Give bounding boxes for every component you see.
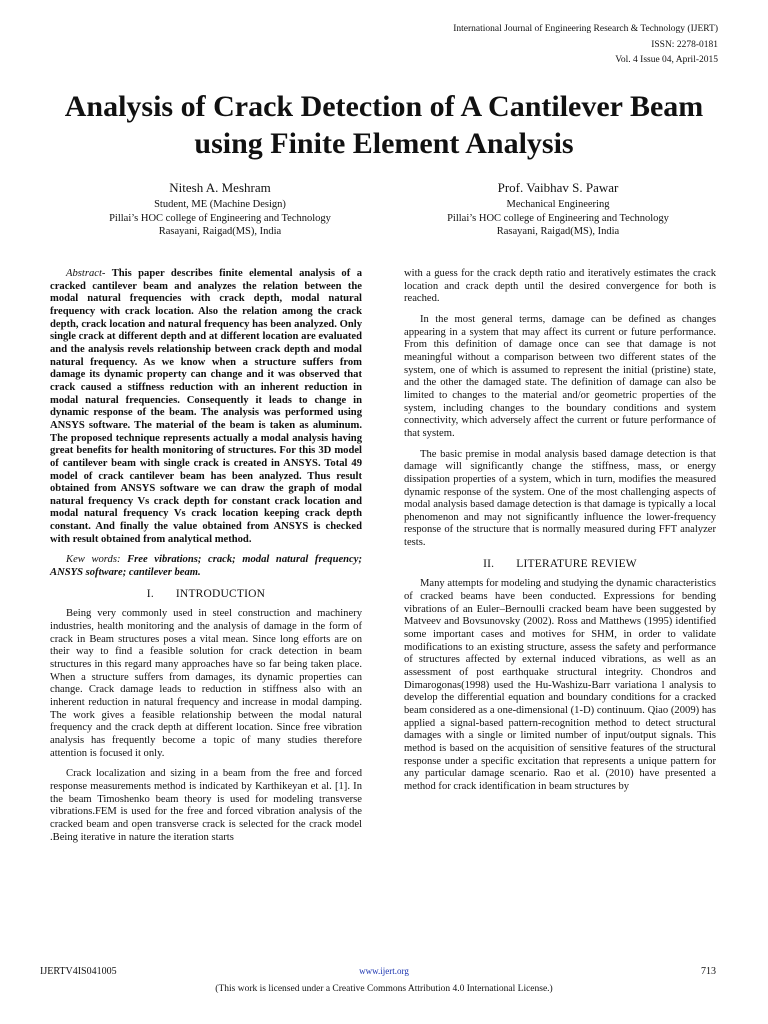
section-title: LITERATURE REVIEW [516, 557, 637, 570]
section-heading-literature-review [404, 558, 716, 571]
author-location: Rasayani, Raigad(MS), India [496, 226, 620, 237]
license-note: (This work is licensed under a Creative Commons Attribution 4.0 International License.) [215, 984, 553, 994]
author-location: Rasayani, Raigad(MS), India [158, 226, 282, 237]
author-name: Nitesh A. Meshram [169, 180, 271, 195]
paragraph: Many attempts for modeling and studying the dynamic characteristics of cracked beams have been conducted. Expressions for bending vibrations of an Euler–Bernoulli cracked beam have been suggested by Matveev and Bovsunovsky (2002). Ross and Matthews (1995) identified some important cases and motives for SHM, in order to validate modifications to an existing structure, assess the safety and performance of structures affected by external induced vibrations, as well as an assessment of post earthquake structural integrity. Chondros and Dimarogonas(1998) used the Hu-Washizu-Barr variationa l analysis to develop the differential equation and boundary conditions for a cracked beam considered as a one-dimensional (1-D) continuum. Qiao (2009) has applied a signal-based pattern-recognition method to detect structural damages with a single or limited number of input/output signals. This method is based on the acquisition of sensitive features of the structural response under a specific excitation that represents a unique pattern for any particular damage scenario. Rao et al. (2010) have presented a method for crack identification in beam structures by [404, 578, 716, 792]
paragraph: Crack localization and sizing in a beam from the free and forced response measurements method is indicated by Karthikeyan et al. [1]. In the beam Timoshenko beam theory is used for modeling transverse vibrations.FEM is used for the free and forced vibration analysis of the cracked beam and open transverse crack is selected for the crack model .Being iterative in nature the iteration starts [50, 768, 362, 843]
abstract-text: This paper describes finite elemental analysis of a cracked cantilever beam and analyzes the relation between the modal natural frequencies with crack depth, modal natural frequency with crack location. Also the relation among the crack depth, crack location and natural frequency has been analyzed. Only single crack at different depth and at different location are evaluated and the analysis revels relationship between crack depth and modal natural frequency. As we know when a structure suffers from damage its dynamic property can change and it was observed that crack caused a stiffness reduction with an inherent reduction in modal natural frequencies. Consequently it leads to change in dynamic response of the beam. The analysis was performed using ANSYS software. The material of the beam is taken as aluminum. The proposed technique represents actually a modal analysis having great benefits for health monitoring of structures. For this 3D model of cantilever beam with single crack is created in ANSYS. Total 49 model of crack cantilever beam has been analyzed. Thus result obtained from ANSYS software we can draw the graph of modal natural frequency Vs crack depth for constant crack location and modal natural frequency Vs crack location keeping crack depth constant. And finally the value obtained from ANSYS is checked with result obtained from analytical method. [50, 268, 362, 545]
abstract [50, 268, 362, 546]
paragraph: Being very commonly used in steel construction and machinery industries, health monitoring and the analysis of damage in the form of crack in Beam structures poses a vital mean. Since long efforts are on their way to find a feasible solution for crack detection in beam structures in this regard many approaches have so far being taken place. When a structure suffers from damages, its dynamic properties can change. Crack damage leads to reduction in stiffness also with an inherent reduction in natural frequency and increase in modal damping. The work gives a feasible relationship between the modal natural frequency and the crack depth at different location. Since free vibration analysis has frequently become a topic of many studies therefore attention is focused it only. [50, 608, 362, 759]
keywords-text: Free vibrations; crack; modal natural frequency; ANSYS software; cantilever beam. [50, 554, 362, 579]
section-number: I. [146, 587, 154, 600]
paper-title: Analysis of Crack Detection of A Cantilever Beam using Finite Element Analysis [64, 90, 704, 160]
author-block-1 [60, 178, 380, 239]
section-number: II. [483, 557, 495, 570]
left-column [50, 268, 362, 852]
abstract-label: Abstract- [66, 268, 106, 279]
author-role: Student, ME (Machine Design) [154, 199, 286, 210]
author-name: Prof. Vaibhav S. Pawar [497, 180, 619, 195]
section-heading-introduction [50, 588, 362, 601]
journal-header [453, 22, 718, 69]
keywords-label: Kew words: [66, 554, 121, 566]
footer-paper-id: IJERTV4IS041005 [40, 966, 117, 977]
author-block-2 [388, 178, 728, 239]
paragraph: In the most general terms, damage can be defined as changes appearing in a system that may affect its current or future performance. From this definition of damage once can see that damage is not meaningful without a comparison between two different states of the system, one of which is assumed to represent the initial (pristine) state, and the other the damaged state. The definition of damage can also be limited to changes to the material and/or geometric properties of the system, including changes to the boundary conditions and system connectivity, which adversely affect the current or future performance of that system. [404, 313, 716, 439]
author-role: Mechanical Engineering [506, 199, 610, 210]
paragraph: The basic premise in modal analysis based damage detection is that damage will significantly change the stiffness, mass, or energy dissipation properties of a system, which in turn, modifies the measured dynamic response of the system. One of the most challenging aspects of modal analysis based damage detection is that damage is typically a local phenomenon and may not significantly influence the lower-frequency response of the structure that is normally measured during FFT analyzer tests. [404, 448, 716, 549]
journal-issn: ISSN: 2278-0181 [651, 39, 718, 50]
author-affiliation: Pillai’s HOC college of Engineering and Technology [109, 212, 331, 224]
paragraph: with a guess for the crack depth ratio and iteratively estimates the crack location and crack depth until the desired convergence for both is reached. [404, 268, 716, 305]
journal-volume: Vol. 4 Issue 04, April-2015 [615, 55, 718, 65]
keywords [50, 554, 362, 579]
journal-name: International Journal of Engineering Research & Technology (IJERT) [453, 24, 718, 34]
footer-page-number: 713 [701, 966, 716, 977]
footer-url-link[interactable]: www.ijert.org [359, 966, 409, 976]
section-title: INTRODUCTION [175, 587, 266, 600]
author-affiliation: Pillai’s HOC college of Engineering and Technology [447, 212, 669, 224]
right-column [404, 268, 716, 802]
